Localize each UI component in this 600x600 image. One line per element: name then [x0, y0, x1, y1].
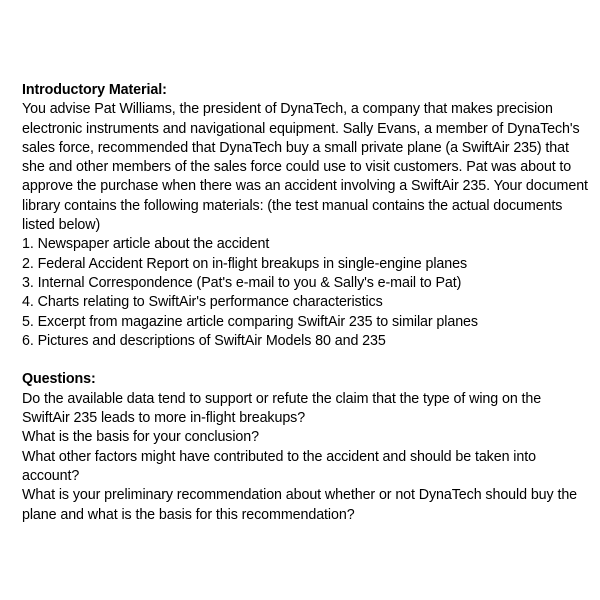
- materials-item: 1. Newspaper article about the accident: [22, 236, 270, 253]
- materials-item: 2. Federal Accident Report on in-flight breakups in single-engine planes: [22, 255, 468, 272]
- intro-heading: Introductory Material:: [22, 82, 167, 98]
- questions-heading: Questions:: [22, 371, 96, 388]
- materials-item: 5. Excerpt from magazine article comparing SwiftAir 235 to similar planes: [22, 313, 478, 330]
- questions-list: [22, 390, 592, 525]
- question-item: What is the basis for your conclusion?: [22, 429, 259, 446]
- introductory-section: [22, 81, 592, 351]
- section-spacer: [22, 351, 592, 370]
- materials-item: 6. Pictures and descriptions of SwiftAir Models 80 and 235: [22, 332, 386, 349]
- document-page: [22, 81, 592, 525]
- question-item: What other factors might have contributed to the accident and should be taken into account?: [22, 448, 536, 484]
- materials-list: [22, 235, 592, 351]
- question-item: Do the available data tend to support or refute the claim that the type of wing on the SwiftAir 235 leads to more in-flight breakups?: [22, 390, 542, 427]
- intro-body: You advise Pat Williams, the president of DynaTech, a company that makes precision electronic instruments and navigational equipment. Sally Evans, a member of DynaTech's sales force, recommended that DynaTech buy a small private plane (a SwiftAir 235) that she and other members of the sales force could use to visit customers. Pat was about to approve the purchase when there was an accident involving a SwiftAir 235. Your document library contains the following materials: (the test manual contains the actual documents listed below): [22, 101, 588, 234]
- materials-item: 3. Internal Correspondence (Pat's e-mail to you & Sally's e-mail to Pat): [22, 274, 462, 291]
- question-item: What is your preliminary recommendation about whether or not DynaTech should buy the plane and what is the basis for this recommendation?: [22, 487, 578, 523]
- questions-section: [22, 370, 592, 524]
- materials-item: 4. Charts relating to SwiftAir's performance characteristics: [22, 294, 383, 311]
